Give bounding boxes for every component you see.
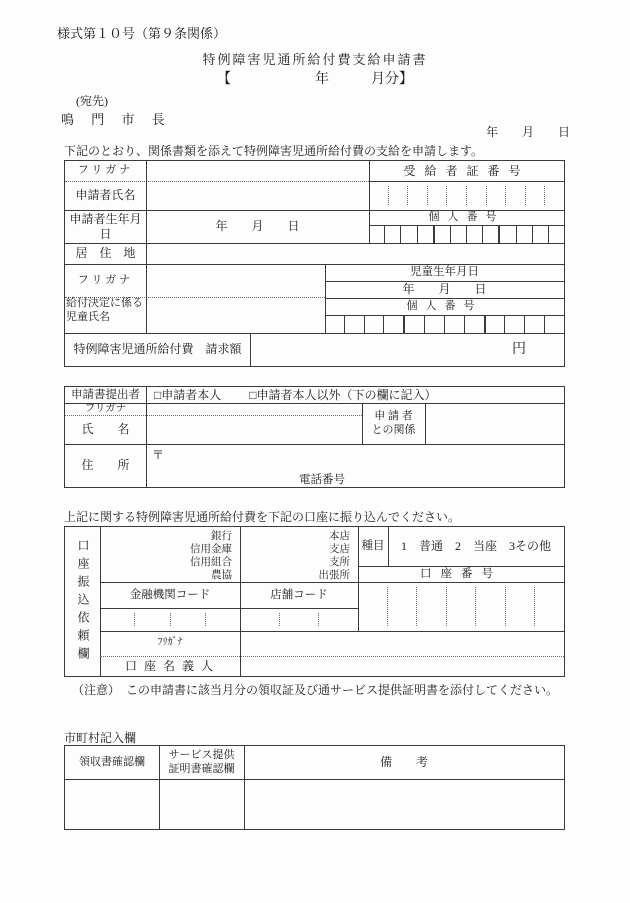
child-personal-number-cells[interactable] [325, 315, 564, 333]
child-birth-value[interactable]: 年 月 日 [402, 282, 487, 296]
address-label: 居 住 地 [75, 246, 136, 260]
remarks-header: 備 考 [379, 755, 428, 769]
applicant-table [64, 160, 565, 367]
relation-label-line2: との関係 [371, 423, 416, 436]
account-holder-field[interactable] [241, 632, 563, 675]
form-number: 様式第１０号（第９条関係） [57, 26, 227, 41]
applicant-name-label: 申請者氏名 [75, 188, 136, 202]
recipient-cert-label: 受給者証番号 [403, 163, 530, 178]
bank-code-label: 金融機関コード [129, 588, 211, 601]
remarks-cell[interactable] [245, 780, 563, 828]
furigana-label: フリガナ [77, 164, 134, 177]
relation-label [362, 403, 425, 444]
service-cert-header-line2: 証明書確認欄 [168, 762, 235, 775]
service-cert-check-cell[interactable] [160, 780, 243, 828]
applicant-furigana-field[interactable] [147, 162, 368, 180]
personal-number-cells[interactable] [369, 225, 564, 243]
branch-type-shiten: 支店 [329, 544, 350, 555]
branch-code-label: 店舗コード [270, 588, 328, 601]
checkbox-self-icon[interactable]: □ [154, 387, 162, 402]
phone-label: 電話番号 [299, 474, 345, 486]
account-holder-label: 口 座 名 義 人 [124, 658, 215, 673]
municipal-section-label: 市町村記入欄 [64, 731, 137, 745]
account-type-label: 種目 [361, 540, 385, 553]
bank-type-kumiai: 信用組合 [190, 557, 232, 568]
municipal-table [64, 745, 565, 830]
applicant-name-field[interactable] [147, 182, 368, 209]
account-kana-label: ﾌﾘｶﾞﾅ [157, 637, 183, 649]
submitter-label: 申請書提出者 [71, 388, 140, 401]
bank-type-shinkin: 信用金庫 [190, 544, 232, 555]
recipient-cert-cells[interactable] [369, 181, 564, 210]
branch-name-field[interactable] [241, 528, 321, 581]
addressee-label: (宛先) [76, 94, 108, 108]
claim-unit: 円 [512, 341, 526, 357]
bank-name-field[interactable] [101, 528, 201, 581]
submitter-name-field[interactable] [147, 404, 361, 443]
account-type-options[interactable]: 1 普通 2 当座 3その他 [400, 539, 551, 553]
birth-label: 申請者生年月日 [69, 211, 142, 241]
child-name-label [65, 297, 146, 333]
bank-instruction: 上記に関する特例障害児通所給付費を下記の口座に振り込んでください。 [64, 510, 461, 524]
address-field[interactable] [147, 244, 563, 263]
bank-type-bank: 銀行 [211, 531, 232, 542]
submitter-table [64, 386, 565, 488]
header-date-line: 年 月 日 [485, 125, 570, 139]
account-number-label: 口座番号 [420, 567, 502, 580]
personal-number-label: 個人番号 [428, 210, 505, 223]
child-name-label-line2: 児童氏名 [66, 310, 110, 323]
attachment-note: （注意） この申請書に該当月分の領収証及び通サービス提供証明書を添付してください。 [72, 683, 559, 697]
branch-code-cells[interactable] [240, 608, 358, 631]
relation-field[interactable] [426, 404, 563, 443]
submitter-options [146, 387, 564, 403]
child-personal-number-label: 個人番号 [406, 299, 483, 312]
service-cert-header-line1: サービス提供 [168, 748, 235, 761]
postal-mark: 〒 [152, 448, 165, 462]
receipt-check-cell[interactable] [66, 780, 158, 828]
checkbox-other-icon[interactable]: □ [249, 387, 257, 402]
submitter-name-label: 氏 名 [81, 422, 130, 436]
page-title: 特例障害児通所給付費支給申請書 [202, 52, 428, 67]
submitter-address-label: 住 所 [81, 458, 130, 472]
child-name-label-line1: 給付決定に係る [66, 297, 143, 309]
submitter-furigana-label: フリガナ [84, 403, 127, 415]
birth-value[interactable]: 年 月 日 [215, 219, 300, 233]
period-line: 【 年 月分】 [217, 72, 413, 87]
relation-label-line1: 申 請 者 [374, 409, 413, 422]
addressee: 鳴 門 市 長 [61, 112, 172, 127]
account-number-cells[interactable] [358, 582, 564, 631]
child-furigana-field[interactable] [147, 265, 324, 296]
bank-table [64, 526, 565, 677]
claim-label: 特例障害児通所給付費 請求額 [73, 342, 242, 356]
receipt-check-header: 領収書確認欄 [79, 755, 145, 768]
branch-type-honten: 本店 [329, 531, 350, 542]
option-self-label: 申請者本人 [161, 387, 222, 402]
intro-text: 下記のとおり、関係書類を添えて特例障害児通所給付費の支給を申請します。 [64, 144, 484, 158]
service-cert-check-header [159, 746, 244, 779]
bank-code-cells[interactable] [100, 608, 240, 631]
child-furigana-label: フリガナ [77, 273, 134, 286]
bank-type-nokyo: 農協 [211, 570, 232, 581]
option-other-label: 申請者本人以外（下の欄に記入） [256, 387, 437, 402]
branch-type-shutchojo: 出張所 [318, 570, 350, 581]
bank-vertical-label: 口座振込依頼欄 [76, 538, 90, 665]
submitter-address-field[interactable] [147, 445, 563, 487]
child-name-field[interactable] [147, 298, 324, 332]
branch-type-shisho: 支所 [329, 557, 350, 568]
child-birth-header: 児童生年月日 [410, 266, 479, 279]
